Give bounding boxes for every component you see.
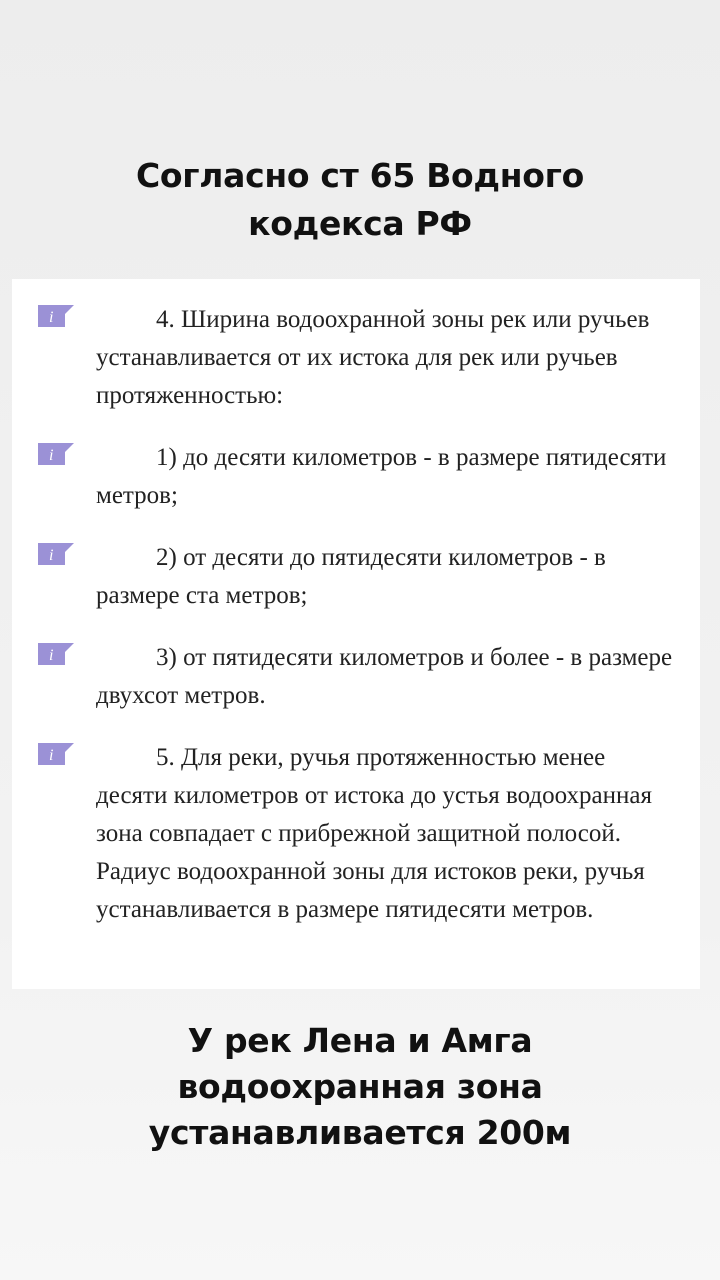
info-icon[interactable]: [38, 643, 74, 665]
law-excerpt-card: [12, 279, 700, 989]
info-icon[interactable]: [38, 443, 74, 465]
page-title: [0, 152, 720, 248]
info-icon[interactable]: [38, 543, 74, 565]
conclusion-line-2: водоохранная зона: [177, 1067, 543, 1106]
svg-text:i: i: [49, 747, 54, 764]
clause-text: 4. Ширина водоохранной зоны рек или ручьев устанавливается от их истока для рек или ручьев протяженностью:: [96, 306, 650, 409]
clause-text: 3) от пятидесяти километров и более - в размере двухсот метров.: [96, 644, 673, 709]
conclusion-text: [0, 1018, 720, 1156]
page-title-line-2: кодекса РФ: [248, 204, 472, 243]
svg-text:i: i: [49, 547, 54, 564]
clause-text: 5. Для реки, ручья протяженностью менее десяти километров от истока до устья водоохранная зона совпадает с прибрежной защитной полосой. Радиус водоохранной зоны для истоков реки, ручья устанавливается в размере пятидесяти метров.: [96, 744, 652, 923]
info-icon[interactable]: [38, 305, 74, 327]
clause-text: 1) до десяти километров - в размере пятидесяти метров;: [96, 444, 667, 509]
info-icon[interactable]: [38, 743, 74, 765]
conclusion-line-1: У рек Лена и Амга: [187, 1021, 533, 1060]
conclusion-line-3: устанавливается 200м: [148, 1113, 572, 1152]
page-title-line-1: Согласно ст 65 Водного: [136, 156, 584, 195]
clause-text: 2) от десяти до пятидесяти километров - в размере ста метров;: [96, 544, 606, 609]
svg-text:i: i: [49, 447, 54, 464]
svg-text:i: i: [49, 647, 54, 664]
svg-text:i: i: [49, 309, 54, 326]
